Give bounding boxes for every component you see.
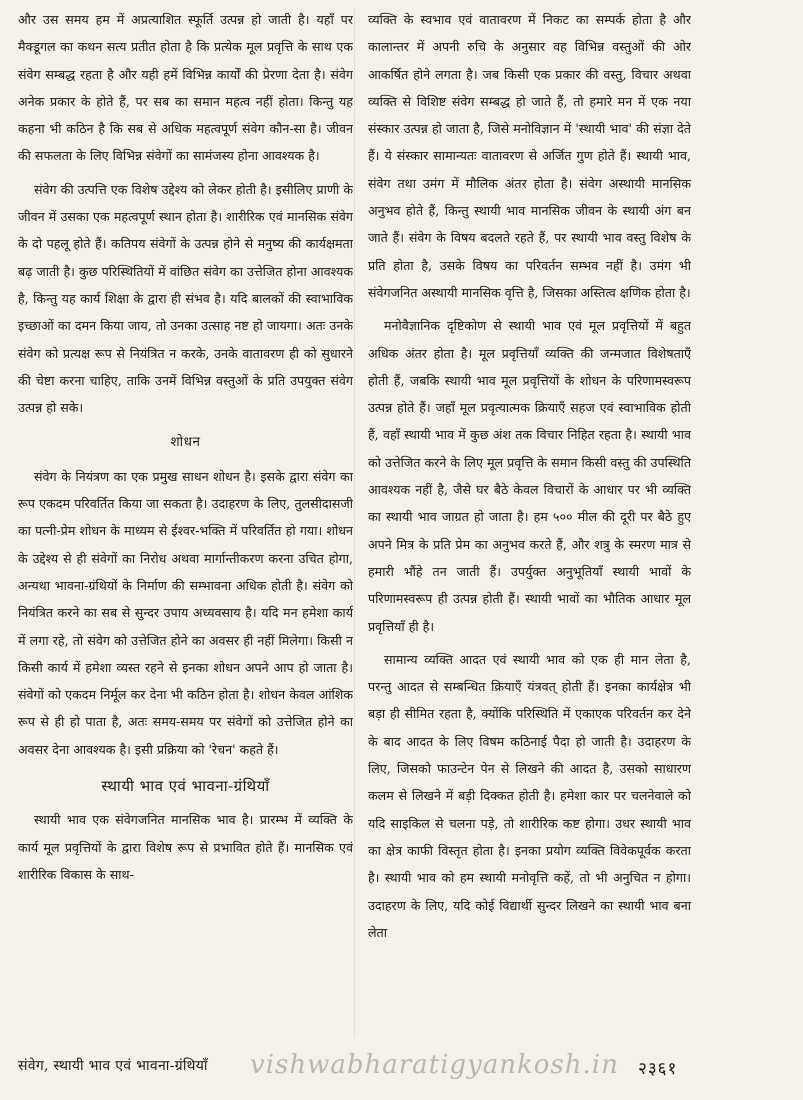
paragraph-psychological-view: मनोवैज्ञानिक दृष्टिकोण से स्थायी भाव एवं मूल प्रवृत्तियों में बहुत अधिक अंतर होता है। मूल प्रवृत्तियाँ व्यक्ति की जन्मजात विशेषताएँ होती हैं, जबकि स्थायी भाव मूल प्रवृत्तियों के शोधन के परिणामस्वरूप उत्पन्न होते हैं। जहाँ मूल प्रवृत्यात्मक क्रियाएँ सहज एवं स्वाभाविक होती हैं, वहाँ स्थायी भाव में कुछ अंश तक विचार निहित रहता है। स्थायी भाव को उत्तेजित करने के लिए मूल प्रवृत्ति के समान किसी वस्तु की उपस्थिति आवश्यक नहीं है, जैसे घर बैठे केवल विचारों के आधार पर भी व्यक्ति का स्थायी भाव जाग्रत हो जाता है। हम ५०० मील की दूरी पर बैठे हुए अपने मित्र के प्रति प्रेम का अनुभव करते हैं, और शत्रु के स्मरण मात्र से हमारी भौंहे तन जाती हैं। उपर्युक्त अनुभूतियाँ स्थायी भावों के परिणामस्वरूप ही उत्पन्न होती हैं। स्थायी भावों का भौतिक आधार मूल प्रवृत्तियाँ ही है। — [368, 318, 691, 634]
left-column — [18, 6, 353, 1046]
watermark: vishwabharatigyankosh.in — [250, 1050, 619, 1080]
page-number: २३६१ — [638, 1059, 678, 1079]
paragraph-emotion-origin: संवेग की उत्पत्ति एक विशेष उद्देश्य को लेकर होती है। इसीलिए प्राणी के जीवन में उसका एक महत्वपूर्ण स्थान होता है। शारीरिक एवं मानसिक संवेग के दो पहलू होते हैं। कतिपय संवेगों के उत्पन्न होने से मनुष्य की कार्यक्षमता बढ़ जाती है। कुछ परिस्थितियों में वांछित संवेग का उत्तेजित होना आवश्यक है, किन्तु यह कार्य शिक्षा के द्वारा ही संभव है। यदि बालकों की स्वाभाविक इच्छाओं का दमन किया जाय, तो उनका उत्साह नष्ट हो जायगा। अतः उनके संवेग को प्रत्यक्ष रूप से नियंत्रित न करके, उनके वातावरण ही को सुधारने की चेष्टा करना चाहिए, ताकि उनमें विभिन्न वस्तुओं के प्रति उपयुक्त संवेग उत्पन्न हो सके। — [18, 181, 353, 416]
paragraph-sthayi-bhav: स्थायी भाव एक संवेगजनित मानसिक भाव है। प्रारम्भ में व्यक्ति के कार्य मूल प्रवृत्तियों के द्वारा विशेष रूप से प्रभावित होते हैं। मानसिक एवं शारीरिक विकास के साथ- — [18, 812, 353, 882]
column-divider — [354, 8, 355, 1038]
paragraph-habit-vs-sentiment: सामान्य व्यक्ति आदत एवं स्थायी भाव को एक ही मान लेता है, परन्तु आदत से सम्बन्धित क्रियाएँ यंत्रवत् होती हैं। इनका कार्यक्षेत्र भी बड़ा ही सीमित रहता है, क्योंकि परिस्थिति में एकाएक परिवर्तन कर देने के बाद आदत के लिए विषम कठिनाई पैदा हो जाती है। उदाहरण के लिए, जिसको फाउन्टेन पेन से लिखने की आदत है, उसको साधारण कलम से लिखने में बड़ी दिक्कत होती है। हमेशा कार पर चलनेवाले को यदि साइकिल से चलना पड़े, तो शारीरिक कष्ट होगा। उधर स्थायी भाव का क्षेत्र काफी विस्तृत होता है। इनका प्रयोग व्यक्ति विवेकपूर्वक करता है। स्थायी भाव को हम स्थायी मनोवृत्ति कहें, तो भी अनुचित न होगा। उदाहरण के लिए, यदि कोई विद्यार्थी सुन्दर लिखने का स्थायी भाव बना लेता — [368, 651, 691, 940]
heading-sthayi-bhav: स्थायी भाव एवं भावना-ग्रंथियाँ — [101, 777, 270, 796]
paragraph-continuation: व्यक्ति के स्वभाव एवं वातावरण में निकट का सम्पर्क होता है और कालान्तर में अपनी रुचि के अनुसार वह विभिन्न वस्तुओं की ओर आकर्षित होने लगता है। जब किसी एक प्रकार की वस्तु, विचार अथवा व्यक्ति से विशिष्ट संवेग सम्बद्ध हो जाते हैं, तो हमारे मन में एक नया संस्कार उत्पन्न हो जाता है, जिसे मनोविज्ञान में 'स्थायी भाव' की संज्ञा देते हैं। ये संस्कार सामान्यतः वातावरण से अर्जित गुण होते हैं। स्थायी भाव, संवेग तथा उमंग में मौलिक अंतर होता है। संवेग अस्थायी मानसिक अनुभव होते हैं, किन्तु स्थायी भाव मानसिक जीवन के स्थायी अंग बन जाते हैं। संवेग के विषय बदलते रहते हैं, पर स्थायी भाव वस्तु विशेष के प्रति होता है, उसके विषय का परिवर्तन सम्भव नहीं है। उमंग भी संवेगजनित अस्थायी मानसिक वृत्ति है, जिसका अस्तित्व क्षणिक होता है। — [368, 12, 691, 300]
heading-shodhan: शोधन — [170, 434, 201, 451]
paragraph-intro: और उस समय हम में अप्रत्याशित स्फूर्ति उत्पन्न हो जाती है। यहाँ पर मैक्डूगल का कथन सत्य प्रतीत होता है कि प्रत्येक मूल प्रवृत्ति के साथ एक संवेग सम्बद्ध रहता है और यही हमें विभिन्न कार्यों की प्रेरणा देता है। संवेग अनेक प्रकार के होते हैं, पर सब का समान महत्व नहीं होता। किन्तु यह कहना भी कठिन है कि सब से अधिक महत्वपूर्ण संवेग कौन-सा है। जीवन की सफलता के लिए विभिन्न संवेगों का सामंजस्य होना आवश्यक है। — [18, 12, 353, 164]
paragraph-shodhan: संवेग के नियंत्रण का एक प्रमुख साधन शोधन है। इसके द्वारा संवेग का रूप एकदम परिवर्तित किया जा सकता है। उदाहरण के लिए, तुलसीदासजी का पत्नी-प्रेम शोधन के माध्यम से ईश्वर-भक्ति में परिवर्तित हो गया। शोधन के उद्देश्य से ही संवेगों का निरोध अथवा मार्गान्तीकरण करना उचित होगा, अन्यथा भावना-ग्रंथियों के निर्माण की सम्भावना अधिक होती है। संवेग को नियंत्रित करने का सब से सुन्दर उपाय अध्यवसाय है। यदि मन हमेशा कार्य में लगा रहे, तो संवेग को उत्तेजित होने का अवसर ही नहीं मिलेगा। किसी न किसी कार्य में हमेशा व्यस्त रहने से इनका शोधन अपने आप हो जाता है। संवेगों को एकदम निर्मूल कर देना भी कठिन होता है। शोधन केवल आंशिक रूप से ही हो पाता है, अतः समय-समय पर संवेगों को उत्तेजित होने का अवसर देना आवश्यक है। इसी प्रक्रिया को 'रेचन' कहते हैं। — [18, 468, 353, 757]
running-footer-title: संवेग, स्थायी भाव एवं भावना-ग्रंथियाँ — [18, 1058, 208, 1074]
right-column — [368, 6, 691, 1041]
